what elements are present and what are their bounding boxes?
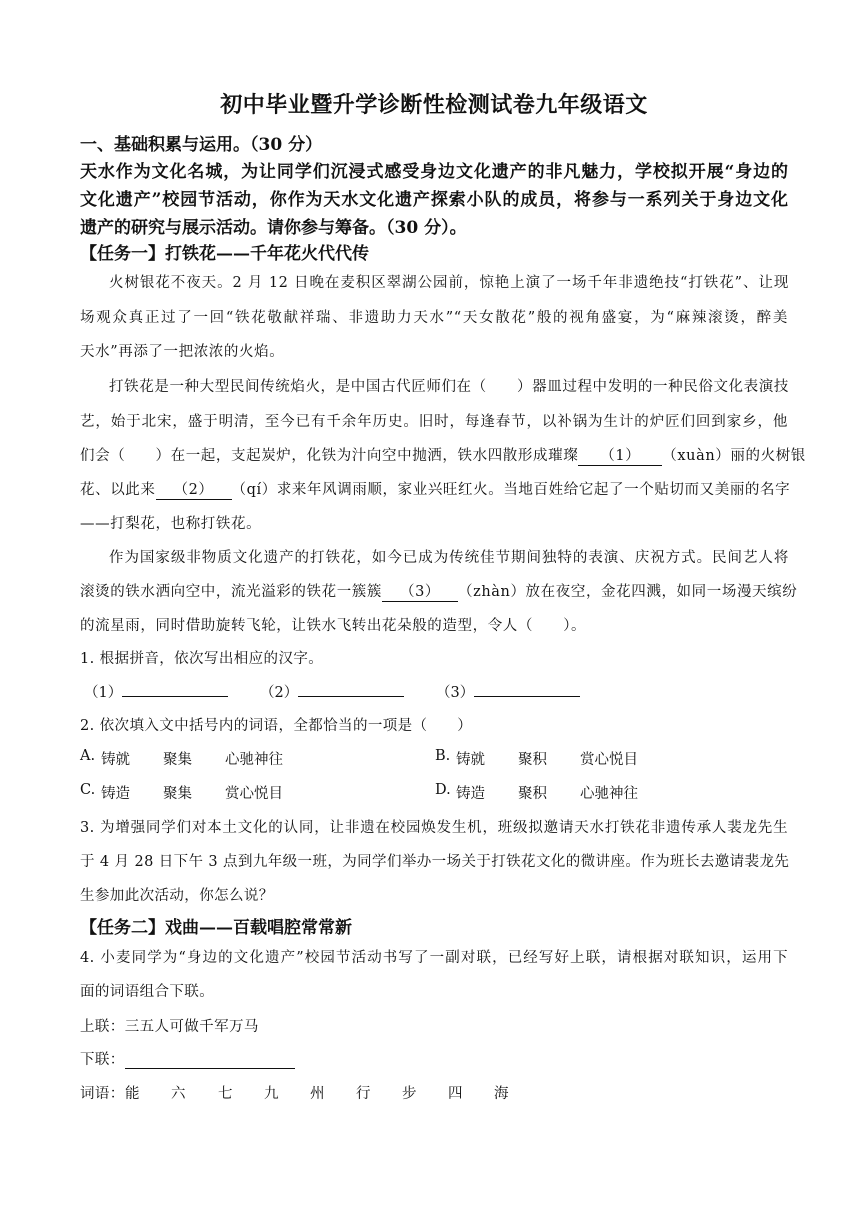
para2-line-1: 打铁花是一种大型民间传统焰火，是中国古代匠师们在（ ）器皿过程中发明的一种民俗文化表演技 (109, 379, 789, 395)
para1-line-1: 火树银花不夜天。2 月 12 日晚在麦积区翠湖公园前，惊艳上演了一场千年非遗绝技“打铁花”、让现 (109, 275, 789, 291)
para3-line-3: 的流星雨，同时借助旋转飞轮，让铁水飞转出花朵般的造型，令人（ ）。 (80, 618, 587, 634)
question-4-line-2: 面的词语组合下联。 (80, 984, 215, 1000)
word-item: 海 (494, 1086, 509, 1102)
para2-line-5: ——打梨花，也称打铁花。 (80, 516, 262, 532)
answer-blank-2[interactable] (298, 696, 404, 697)
para1-line-2: 场观众真正过了一回“铁花敬献祥瑞、非遗助力天水”“天女散花”般的视角盛宴，为“麻辣滚烫，醉美 (80, 310, 788, 326)
question-2: 2. 依次填入文中括号内的词语，全都恰当的一项是（ ） (80, 718, 473, 734)
task2-heading: 【任务二】戏曲——百载唱腔常常新 (80, 918, 352, 938)
word-item: 七 (218, 1086, 233, 1102)
lower-couplet: 下联： (80, 1048, 295, 1069)
para3-line-1: 作为国家级非物质文化遗产的打铁花，如今已成为传统佳节期间独特的表演、庆祝方式。民间艺人将 (109, 550, 789, 566)
word-item: 九 (264, 1086, 279, 1102)
page-title: 初中毕业暨升学诊断性检测试卷九年级语文 (220, 92, 648, 118)
para2-line-2: 艺，始于北宋，盛于明清，至今已有千余年历史。旧时，每逢春节，以补锅为生计的炉匠们回到家乡，他 (80, 414, 788, 430)
word-item: 步 (402, 1086, 417, 1102)
answer-blank-3[interactable] (474, 696, 580, 697)
question-3-line-1: 3. 为增强同学们对本土文化的认同，让非遗在校园焕发生机，班级拟邀请天水打铁花非遗传承人裴龙先生 (80, 820, 788, 836)
blank-3: （3） (382, 580, 458, 602)
section-heading: 一、基础积累与运用。（30 分） (80, 135, 323, 155)
question-3-line-3: 生参加此次活动，你怎么说？ (80, 888, 274, 904)
para2-line-3: 们会（ ）在一起，支起炭炉，化铁为汁向空中抛洒，铁水四散形成璀璨 （1） （xuàn）丽的火树银 (80, 444, 806, 466)
intro-line-3: 遗产的研究与展示活动。请你参与筹备。（30 分）。 (80, 218, 467, 238)
question-3-line-2: 于 4 月 28 日下午 3 点到九年级一班，为同学们举办一场关于打铁花文化的微讲座。作为班长去邀请裴龙先 (80, 854, 790, 870)
para1-line-3: 天水”再添了一把浓浓的火焰。 (80, 344, 285, 360)
word-item: 四 (448, 1086, 463, 1102)
answer-3: （3） (436, 681, 580, 702)
exam-page: 初中毕业暨升学诊断性检测试卷九年级语文 一、基础积累与运用。（30 分） 天水作为文化名城，为让同学们沉浸式感受身边文化遗产的非凡魅力，学校拟开展“身边的 文化遗产”校园节活动，你作为天水文化遗产探索小队的成员，将参与一系列关于身边文化 遗产的研究与展示活动。请你参与筹备。（30 分）。 【任务一】打铁花——千年花火代代传 火树银花不夜天。2 月 12 日晚在麦积区翠湖公园前，惊艳上演了一场千年非遗绝技“打铁花”、让现 场观众真正过了一回“铁花敬献祥瑞、非遗助力天水”“天女散花”般的视角盛宴，为“麻辣滚烫，醉美 天水”再添了一把浓浓的火焰。 打铁花是一种大型民间传统焰火，是中国古代匠师们在（ ）器皿过程中发明的一种民俗文化表演技 艺，始于北宋，盛于明清，至今已有千余年历史。旧时，每逢春节，以补锅为生计的炉匠们回到家乡，他 们会（ ）在一起，支起炭炉，化铁为汁向空中抛洒，铁水四散形成璀璨 （1） （xuàn）丽的火树银 花、以此来 （2） （qí）求来年风调雨顺，家业兴旺红火。当地百姓给它起了一个贴切而又美丽的名字 ——打梨花，也称打铁花。 作为国家级非物质文化遗产的打铁花，如今已成为传统佳节期间独特的表演、庆祝方式。民间艺人将 滚烫的铁水洒向空中，流光溢彩的铁花一簇簇 （3） （zhàn）放在夜空，金花四溅，如同一场漫天缤纷 的流星雨，同时借助旋转飞轮，让铁水飞转出花朵般的造型，令人（ ）。 1. 根据拼音，依次写出相应的汉字。 （1） （2） （3） 2. 依次填入文中括号内的词语，全都恰当的一项是（ ） A. 铸就 聚集 心驰神往 B. 铸就 聚积 赏心悦目 C. 铸造 聚集 赏心悦目 D. 铸造 聚积 心驰神往 3. 为增强同学们对本土文化的认同，让非遗在校园焕发生机，班级拟邀请天水打铁花非遗传承人裴龙先生 于 4 月 28 日下午 3 点到九年级一班，为同学们举办一场关于打铁花文化的微讲座。作为班长去邀请裴龙先 生参加此次活动，你怎么说？ 【任务二】戏曲——百载唱腔常常新 4. 小麦同学为“身边的文化遗产”校园节活动书写了一副对联，已经写好上联，请根据对联知识，运用下 面的词语组合下联。 上联：三五人可做千军万马 下联： 词语： 能 六 七 九 州 行 步 四 海 (0, 0, 868, 1227)
para2-line-4: 花、以此来 （2） （qí）求来年风调雨顺，家业兴旺红火。当地百姓给它起了一个贴切而又美丽的名字 (80, 478, 790, 500)
answer-2: （2） (260, 681, 404, 702)
blank-2: （2） (156, 478, 232, 500)
word-item: 能 (125, 1086, 140, 1102)
answer-blank-1[interactable] (122, 696, 228, 697)
answer-1: （1） (84, 681, 228, 702)
question-4-line-1: 4. 小麦同学为“身边的文化遗产”校园节活动书写了一副对联，已经写好上联，请根据对联知识，运用下 (80, 950, 788, 966)
upper-couplet: 上联：三五人可做千军万马 (80, 1019, 259, 1035)
word-item: 行 (356, 1086, 371, 1102)
word-bank: 词语： (80, 1086, 125, 1102)
question-1: 1. 根据拼音，依次写出相应的汉字。 (80, 651, 324, 667)
intro-line-1: 天水作为文化名城，为让同学们沉浸式感受身边文化遗产的非凡魅力，学校拟开展“身边的 (80, 162, 788, 182)
blank-1: （1） (578, 444, 662, 466)
para3-line-2: 滚烫的铁水洒向空中，流光溢彩的铁花一簇簇 （3） （zhàn）放在夜空，金花四溅，如同一场漫天缤纷 (80, 580, 797, 602)
word-item: 州 (310, 1086, 325, 1102)
word-item: 六 (171, 1086, 186, 1102)
lower-couplet-blank[interactable] (125, 1052, 295, 1069)
intro-line-2: 文化遗产”校园节活动，你作为天水文化遗产探索小队的成员，将参与一系列关于身边文化 (80, 190, 788, 210)
task1-heading: 【任务一】打铁花——千年花火代代传 (80, 244, 369, 264)
